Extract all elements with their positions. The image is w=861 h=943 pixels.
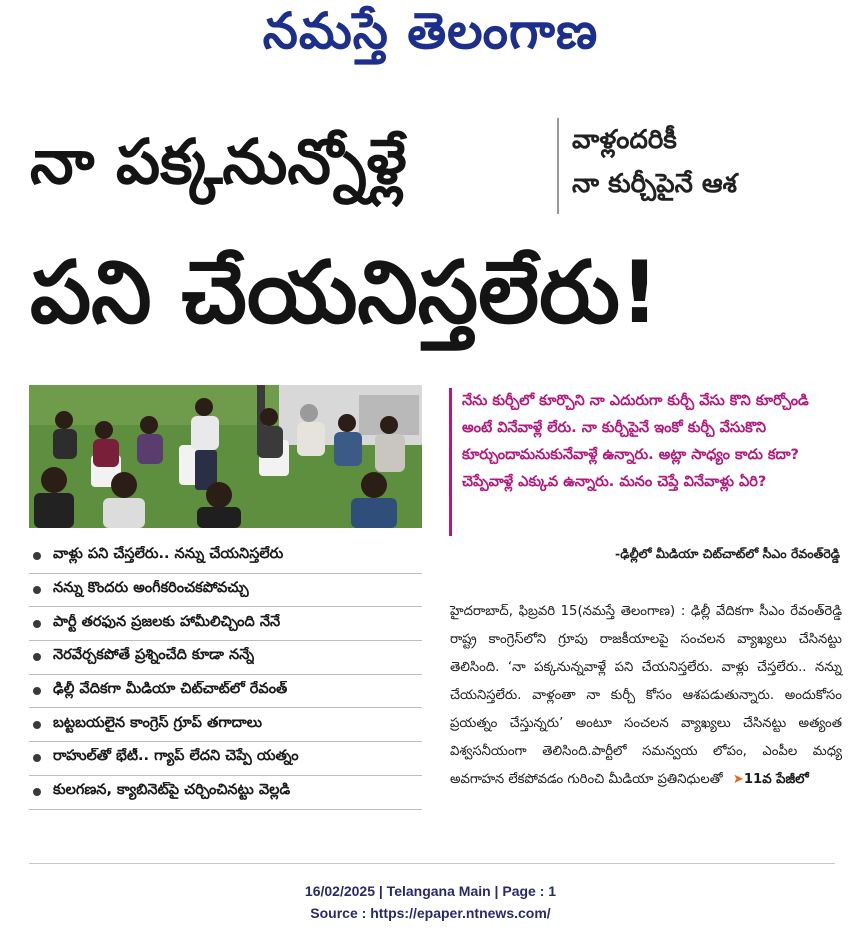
article-body xyxy=(450,598,842,794)
headline-line-1: నా పక్కనున్నోళ్లే xyxy=(30,125,407,198)
bullet-icon xyxy=(33,721,41,729)
bullet-icon xyxy=(33,754,41,762)
continued-link[interactable] xyxy=(733,772,809,787)
headline-side-deck xyxy=(572,118,812,214)
page-footer xyxy=(0,880,861,924)
list-item: నెరవేర్చకపోతే ప్రశ్నించేది కూడా నన్నే xyxy=(29,641,422,675)
bullet-icon xyxy=(33,620,41,628)
footer-source[interactable]: Source : https://epaper.ntnews.com/ xyxy=(310,905,551,921)
headline-line-2: పని చేయనిస్తలేరు! xyxy=(30,243,660,343)
side-deck-line-1: వాళ్లందరికీ xyxy=(572,125,677,155)
list-item: రాహుల్‌తో భేటీ.. గ్యాప్ లేదని చెప్పే యత్నం xyxy=(29,742,422,776)
list-item: బట్టబయలైన కాంగ్రెస్ గ్రూప్ తగాదాలు xyxy=(29,708,422,742)
bullet-icon xyxy=(33,653,41,661)
continued-label: 11వ పేజీలో xyxy=(743,772,809,787)
highlights-list xyxy=(29,540,422,810)
news-photo xyxy=(29,385,422,528)
bullet-icon xyxy=(33,552,41,560)
masthead-title: నమస్తే తెలంగాణ xyxy=(262,1,599,60)
article-text: హైదరాబాద్, ఫిబ్రవరి 15(నమస్తే తెలంగాణ) : ఢిల్లీ వేదికగా సీఎం రేవంత్‌రెడ్డి రాష్ట్ర కాంగ్రెస్‌లోని గ్రూపు రాజకీయాలపై సంచలన వ్యాఖ్యలు చేసినట్టు తెలిసింది. ‘నా పక్కనున్నవాళ్లే పని చేయనిస్తలేరు. వాళ్లు చేస్తలేరు.. నన్ను చేయనిస్తలేరు. వాళ్లంతా నా కుర్చీ కోసం ఆశపడుతున్నారు. అందుకోసం ప్రయత్నం చేస్తున్నరు’ అంటూ సంచలన వ్యాఖ్యలు చేసినట్టు అత్యంత విశ్వసనీయంగా తెలిసింది.పార్టీలో సమన్వయ లోపం, ఎంపీల మధ్య అవగాహన లేకపోవడం గురించి మీడియా ప్రతినిధులతో xyxy=(450,604,842,787)
quote-box xyxy=(449,388,841,536)
list-item: నన్ను కొందరు అంగీకరించకపోవచ్చు xyxy=(29,574,422,608)
meeting-photo-illustration xyxy=(29,385,422,528)
bullet-icon xyxy=(33,788,41,796)
arrow-right-icon: ➤ xyxy=(732,772,744,787)
quote-text: నేను కుర్చీలో కూర్చొని నా ఎదురుగా కుర్చీ వేసు కొని కూర్చోండి అంటే వినేవాళ్లే లేరు. నా కుర్చీపైనే ఇంకో కుర్చీ వేసుకొని కూర్చుందామనుకునేవాళ్లే ఉన్నారు. అట్లా సాధ్యం కాదు కదా? చెప్పేవాళ్లే ఎక్కువ ఉన్నారు. మనం చెప్తే వినేవాళ్లు ఏరి? xyxy=(462,393,809,490)
quote-attribution: -ఢిల్లీలో మీడియా చిట్‌చాట్‌లో సీఎం రేవంత్‌రెడ్డి xyxy=(615,546,840,561)
list-item: కులగణన, క్యాబినెట్‌పై చర్చించినట్టు వెల్లడి xyxy=(29,776,422,810)
footer-divider xyxy=(29,863,835,864)
bullet-icon xyxy=(33,687,41,695)
list-item: ఢిల్లీ వేదికగా మీడియా చిట్‌చాట్‌లో రేవంత్ xyxy=(29,675,422,709)
list-item: పార్టీ తరఫున ప్రజలకు హామీలిచ్చింది నేనే xyxy=(29,607,422,641)
side-deck-line-2: నా కుర్చీపైనే ఆశ xyxy=(572,169,737,199)
list-item: వాళ్లు పని చేస్తలేరు.. నన్ను చేయనిస్తలేరు xyxy=(29,540,422,574)
bullet-icon xyxy=(33,586,41,594)
headline-divider xyxy=(557,118,559,214)
footer-edition-info: 16/02/2025 | Telangana Main | Page : 1 xyxy=(304,883,557,899)
masthead xyxy=(0,1,861,70)
